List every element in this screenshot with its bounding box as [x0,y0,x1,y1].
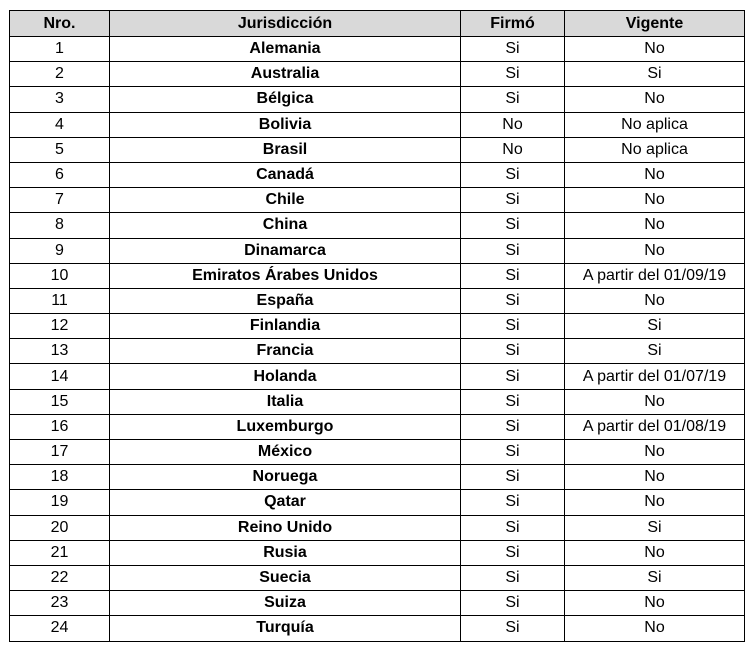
table-row [10,414,745,439]
cell-nro: 11 [10,288,110,313]
cell-nro: 9 [10,238,110,263]
cell-jurisdiccion: Luxemburgo [110,414,461,439]
cell-nro: 1 [10,37,110,62]
cell-firmo: Si [461,238,565,263]
cell-nro: 8 [10,213,110,238]
cell-jurisdiccion: Suiza [110,591,461,616]
jurisdictions-table-container [9,10,744,642]
cell-firmo: Si [461,37,565,62]
cell-nro: 16 [10,414,110,439]
cell-vigente: No aplica [565,112,745,137]
cell-jurisdiccion: Noruega [110,465,461,490]
cell-nro: 3 [10,87,110,112]
table-row [10,364,745,389]
cell-jurisdiccion: Holanda [110,364,461,389]
cell-vigente: No aplica [565,137,745,162]
cell-vigente: No [565,591,745,616]
cell-nro: 6 [10,162,110,187]
cell-jurisdiccion: Alemania [110,37,461,62]
cell-jurisdiccion: Canadá [110,162,461,187]
cell-firmo: No [461,112,565,137]
table-row [10,389,745,414]
cell-vigente: No [565,616,745,641]
cell-firmo: Si [461,213,565,238]
cell-vigente: No [565,87,745,112]
cell-firmo: Si [461,616,565,641]
cell-jurisdiccion: Finlandia [110,314,461,339]
cell-firmo: Si [461,389,565,414]
cell-vigente: A partir del 01/07/19 [565,364,745,389]
cell-firmo: Si [461,414,565,439]
cell-nro: 5 [10,137,110,162]
table-row [10,440,745,465]
cell-jurisdiccion: Italia [110,389,461,414]
cell-nro: 17 [10,440,110,465]
cell-vigente: Si [565,515,745,540]
cell-vigente: No [565,238,745,263]
table-row [10,288,745,313]
cell-nro: 19 [10,490,110,515]
cell-vigente: Si [565,314,745,339]
table-row [10,490,745,515]
cell-vigente: Si [565,62,745,87]
cell-jurisdiccion: China [110,213,461,238]
table-row [10,465,745,490]
cell-vigente: No [565,540,745,565]
table-row [10,37,745,62]
table-row [10,314,745,339]
cell-firmo: Si [461,62,565,87]
cell-nro: 2 [10,62,110,87]
cell-jurisdiccion: Suecia [110,565,461,590]
table-body [10,37,745,642]
cell-firmo: Si [461,87,565,112]
cell-firmo: Si [461,314,565,339]
jurisdictions-table [9,10,745,642]
table-row [10,263,745,288]
table-row [10,616,745,641]
cell-nro: 14 [10,364,110,389]
cell-firmo: Si [461,565,565,590]
cell-vigente: A partir del 01/08/19 [565,414,745,439]
cell-firmo: Si [461,188,565,213]
cell-jurisdiccion: Bélgica [110,87,461,112]
table-row [10,238,745,263]
cell-jurisdiccion: Rusia [110,540,461,565]
table-row [10,591,745,616]
cell-vigente: No [565,188,745,213]
cell-nro: 12 [10,314,110,339]
cell-nro: 24 [10,616,110,641]
cell-nro: 10 [10,263,110,288]
cell-jurisdiccion: Chile [110,188,461,213]
table-row [10,188,745,213]
cell-jurisdiccion: España [110,288,461,313]
cell-vigente: No [565,389,745,414]
table-header [10,11,745,37]
cell-jurisdiccion: México [110,440,461,465]
cell-jurisdiccion: Turquía [110,616,461,641]
cell-vigente: No [565,465,745,490]
header-firmo: Firmó [461,11,565,37]
cell-firmo: Si [461,162,565,187]
cell-jurisdiccion: Dinamarca [110,238,461,263]
cell-jurisdiccion: Qatar [110,490,461,515]
cell-firmo: Si [461,540,565,565]
cell-firmo: Si [461,263,565,288]
cell-jurisdiccion: Francia [110,339,461,364]
table-row [10,112,745,137]
cell-firmo: Si [461,339,565,364]
table-row [10,62,745,87]
table-row [10,162,745,187]
cell-nro: 7 [10,188,110,213]
table-row [10,515,745,540]
cell-nro: 18 [10,465,110,490]
cell-nro: 21 [10,540,110,565]
cell-nro: 22 [10,565,110,590]
cell-vigente: No [565,213,745,238]
cell-vigente: No [565,490,745,515]
table-row [10,87,745,112]
table-row [10,565,745,590]
table-row [10,339,745,364]
cell-vigente: No [565,288,745,313]
cell-vigente: Si [565,565,745,590]
table-row [10,213,745,238]
header-vigente: Vigente [565,11,745,37]
cell-firmo: Si [461,440,565,465]
header-nro: Nro. [10,11,110,37]
cell-firmo: Si [461,288,565,313]
table-row [10,137,745,162]
cell-firmo: Si [461,364,565,389]
cell-vigente: No [565,37,745,62]
cell-vigente: No [565,440,745,465]
cell-vigente: No [565,162,745,187]
cell-firmo: Si [461,490,565,515]
cell-vigente: A partir del 01/09/19 [565,263,745,288]
cell-jurisdiccion: Emiratos Árabes Unidos [110,263,461,288]
cell-firmo: Si [461,515,565,540]
cell-jurisdiccion: Bolivia [110,112,461,137]
cell-nro: 15 [10,389,110,414]
cell-firmo: Si [461,465,565,490]
cell-firmo: No [461,137,565,162]
table-row [10,540,745,565]
header-jurisdiccion: Jurisdicción [110,11,461,37]
cell-jurisdiccion: Reino Unido [110,515,461,540]
cell-nro: 13 [10,339,110,364]
cell-firmo: Si [461,591,565,616]
cell-vigente: Si [565,339,745,364]
cell-nro: 23 [10,591,110,616]
cell-jurisdiccion: Australia [110,62,461,87]
cell-jurisdiccion: Brasil [110,137,461,162]
cell-nro: 20 [10,515,110,540]
cell-nro: 4 [10,112,110,137]
header-row [10,11,745,37]
